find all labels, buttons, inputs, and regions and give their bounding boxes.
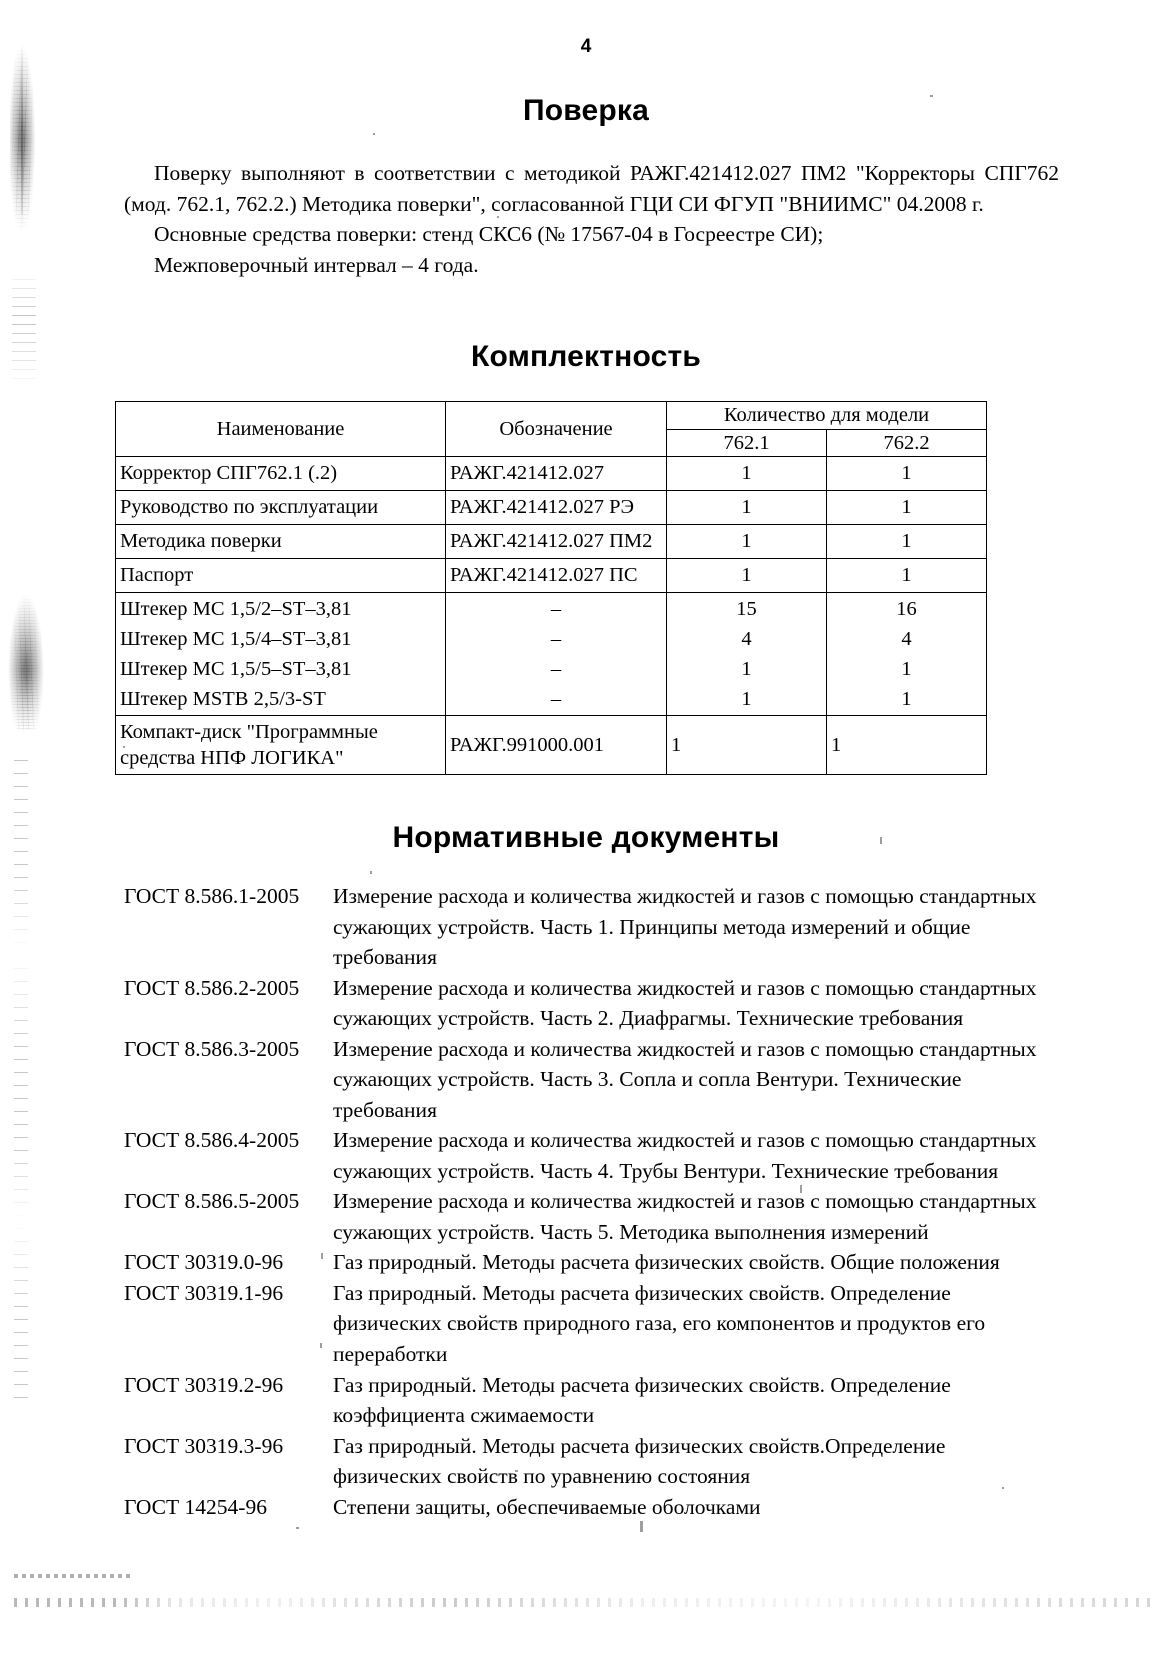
scan-speck: [640, 1521, 643, 1532]
cell-plug-names: [116, 593, 446, 716]
plug-name: Штекер МС 1,5/4–ST–3,81: [120, 628, 352, 651]
cell-qty-text: 1: [831, 734, 842, 757]
plug-name: Штекер MSTB 2,5/3-ST: [120, 688, 326, 711]
scan-speck: [296, 1527, 299, 1529]
standard-code: ГОСТ 30319.3-96: [124, 1433, 284, 1458]
section-heading-standards: Нормативные документы: [392, 821, 780, 855]
standard-code: ГОСТ 8.586.4-2005: [124, 1128, 300, 1153]
section-heading-completeness: Комплектность: [470, 340, 702, 374]
standard-description: Измерение расхода и количества жидкостей и газов с помощью стандартных сужающих устройств. Часть 1. Принципы метода измерений и общие требования: [333, 884, 1037, 970]
plug-qty: 4: [741, 628, 752, 651]
standards-list: [0, 881, 1172, 1522]
cell-designation: РАЖГ.421412.027 РЭ: [446, 491, 667, 525]
plug-qty: 1: [741, 658, 752, 681]
cell-name-line-2: средства НПФ ЛОГИКА": [120, 747, 344, 770]
completeness-table-wrapper: [0, 401, 1172, 775]
cell-name-line-1: Компакт-диск "Программные: [120, 721, 378, 744]
cell-name: Руководство по эксплуатации: [116, 491, 446, 525]
standard-description: Газ природный. Методы расчета физических свойств. Определение физических свойств природного газа, его компонентов и продуктов его переработки: [333, 1280, 986, 1366]
verification-paragraph-3: Межповерочный интервал – 4 года.: [154, 252, 479, 277]
plug-qty: 1: [901, 658, 912, 681]
verification-body: [124, 158, 1059, 280]
list-item: [124, 1034, 1059, 1126]
table-header-row-1: [116, 402, 987, 430]
standard-code: ГОСТ 30319.0-96: [124, 1250, 284, 1275]
header-model-762-1: 762.1: [667, 429, 827, 457]
standard-description: Измерение расхода и количества жидкостей и газов с помощью стандартных сужающих устройств. Часть 4. Трубы Вентури. Технические требования: [333, 1128, 1037, 1183]
plug-qty: 15: [736, 598, 757, 621]
table-row: [116, 559, 987, 593]
scan-artifact-bottom-line: [14, 1598, 1154, 1607]
table-row: [116, 457, 987, 491]
standard-code: ГОСТ 30319.1-96: [124, 1280, 284, 1305]
list-item: [124, 1247, 1059, 1278]
completeness-table: [115, 401, 987, 775]
standard-description: Измерение расхода и количества жидкостей и газов с помощью стандартных сужающих устройств. Часть 5. Методика выполнения измерений: [333, 1189, 1037, 1244]
list-item: [124, 1492, 1059, 1523]
standard-description: Измерение расхода и количества жидкостей и газов с помощью стандартных сужающих устройств. Часть 2. Диафрагмы. Технические требования: [333, 975, 1037, 1031]
table-row: [116, 716, 987, 775]
table-row: [116, 491, 987, 525]
cell-designation: [446, 716, 667, 775]
standard-description: Степени защиты, обеспечиваемые оболочками: [333, 1494, 761, 1519]
cell-qty-762-2: 1: [827, 525, 987, 559]
list-item: [124, 1278, 1059, 1370]
header-model-762-2: 762.2: [827, 429, 987, 457]
header-designation: Обозначение: [446, 402, 667, 457]
list-item: [124, 973, 1059, 1034]
plug-name: Штекер МС 1,5/2–ST–3,81: [120, 598, 352, 621]
verification-paragraph-1: Поверку выполняют в соответствии с методикой РАЖГ.421412.027 ПМ2 "Корректоры СПГ762 (мод. 762.1, 762.2.) Методика поверки", согласованной ГЦИ СИ ФГУП "ВНИИМС" 04.2008 г.: [124, 161, 1059, 216]
cell-name: [116, 716, 446, 775]
list-item: [124, 1431, 1059, 1492]
cell-name: Методика поверки: [116, 525, 446, 559]
plug-designation: –: [550, 658, 562, 681]
list-item: [124, 881, 1059, 973]
cell-qty-text: 1: [671, 734, 682, 757]
plug-designation: –: [550, 598, 562, 621]
standard-code: ГОСТ 8.586.2-2005: [124, 975, 300, 1000]
cell-designation: РАЖГ.421412.027: [446, 457, 667, 491]
cell-name: Корректор СПГ762.1 (.2): [116, 457, 446, 491]
standard-code: ГОСТ 30319.2-96: [124, 1372, 284, 1397]
standard-code: ГОСТ 8.586.5-2005: [124, 1189, 300, 1214]
list-item: [124, 1370, 1059, 1431]
header-name: Наименование: [116, 402, 446, 457]
verification-paragraph-2: Основные средства поверки: стенд СКС6 (№ 17567-04 в Госреестре СИ);: [154, 222, 824, 247]
table-row-plug-block: [116, 593, 987, 716]
header-quantity-group: Количество для модели: [667, 402, 987, 430]
plug-qty: 1: [901, 688, 912, 711]
plug-qty: 16: [896, 598, 917, 621]
section-heading-verification: Поверка: [522, 94, 650, 127]
cell-qty-762-2: 1: [827, 457, 987, 491]
cell-designation: РАЖГ.421412.027 ПМ2: [446, 525, 667, 559]
standard-description: Газ природный. Методы расчета физических свойств. Общие положения: [333, 1250, 1000, 1275]
cell-qty-762-1: 1: [667, 525, 827, 559]
cell-qty-762-1: 1: [667, 491, 827, 525]
page-number: 4: [580, 36, 592, 57]
table-row: [116, 525, 987, 559]
cell-qty-762-2: 1: [827, 559, 987, 593]
cell-qty-762-2: [827, 716, 987, 775]
plug-designation: –: [550, 688, 562, 711]
plug-designation: –: [550, 628, 562, 651]
cell-plug-designations: [446, 593, 667, 716]
cell-plug-qty-762-2: [827, 593, 987, 716]
standard-description: Газ природный. Методы расчета физических свойств.Определение физических свойств по уравнению состояния: [333, 1433, 946, 1489]
cell-designation-text: РАЖГ.991000.001: [450, 734, 604, 757]
cell-qty-762-1: [667, 716, 827, 775]
cell-qty-762-1: 1: [667, 457, 827, 491]
cell-name: Паспорт: [116, 559, 446, 593]
cell-plug-qty-762-1: [667, 593, 827, 716]
standard-code: ГОСТ 14254-96: [124, 1494, 267, 1519]
plug-qty: 1: [741, 688, 752, 711]
plug-qty: 4: [901, 628, 912, 651]
table-head: [116, 402, 987, 457]
standard-description: Газ природный. Методы расчета физических свойств. Определение коэффициента сжимаемости: [333, 1372, 951, 1428]
cell-qty-762-2: 1: [827, 491, 987, 525]
standard-code: ГОСТ 8.586.1-2005: [124, 884, 300, 909]
standard-description: Измерение расхода и количества жидкостей и газов с помощью стандартных сужающих устройств. Часть 3. Сопла и сопла Вентури. Технические требования: [333, 1036, 1037, 1122]
list-item: [124, 1125, 1059, 1186]
cell-qty-762-1: 1: [667, 559, 827, 593]
table-body: [116, 457, 987, 775]
cell-designation: РАЖГ.421412.027 ПС: [446, 559, 667, 593]
standard-code: ГОСТ 8.586.3-2005: [124, 1036, 300, 1061]
list-item: [124, 1186, 1059, 1247]
plug-name: Штекер МС 1,5/5–ST–3,81: [120, 658, 352, 681]
scan-artifact-bottom-dash: [14, 1574, 134, 1578]
